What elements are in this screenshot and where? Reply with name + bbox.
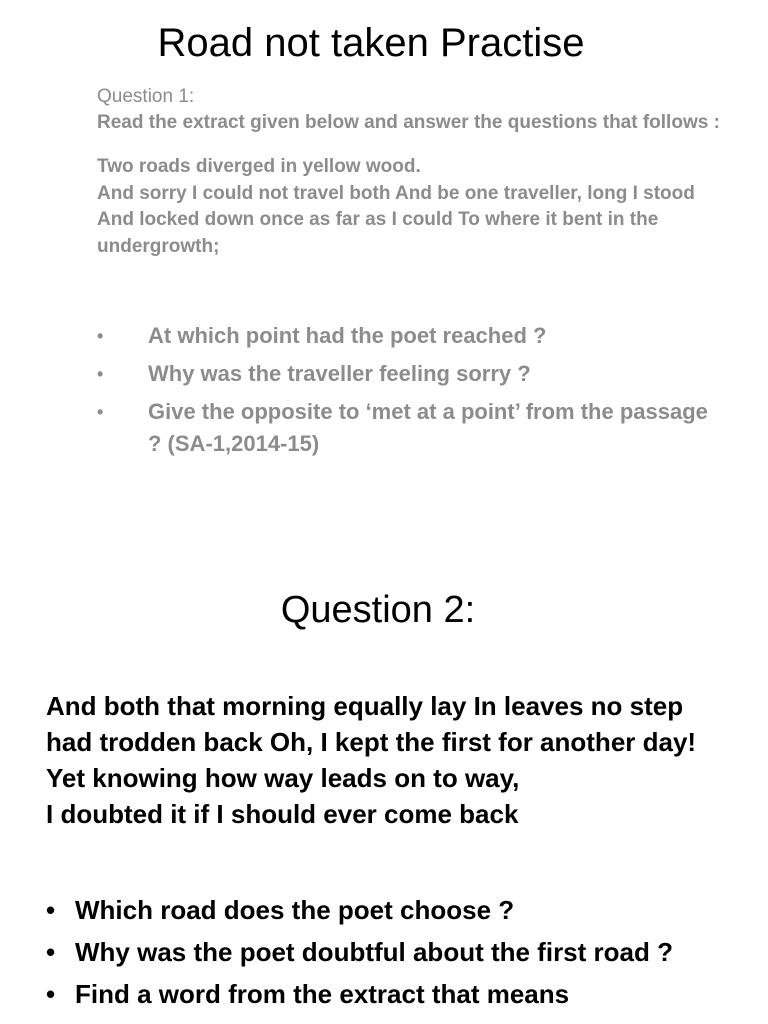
list-item [46, 935, 746, 969]
extract-line: Two roads diverged in yellow wood. [97, 156, 421, 177]
bullet-icon: • [97, 364, 104, 384]
question-2-label: Question 2: [280, 589, 476, 631]
question-text: Why was the traveller feeling sorry ? [148, 361, 531, 386]
question-1-list [97, 320, 717, 466]
extract-line: And locked down once as far as I could To where it bent in the [97, 209, 659, 230]
extract-line: And sorry I could not travel both And be one traveller, long I stood [97, 182, 695, 204]
extract-line: Yet knowing how way leads on to way, [46, 763, 520, 793]
bullet-icon: • [97, 326, 104, 346]
page-title: Road not taken Practise [157, 21, 585, 65]
question-1-instruction: Read the extract given below and answer the questions that follows : [97, 112, 720, 133]
bullet-icon: • [97, 402, 104, 422]
extract-line: I doubted it if I should ever come back [46, 799, 519, 829]
question-text: At which point had the poet reached ? [148, 323, 547, 348]
question-1-extract [97, 154, 737, 260]
question-text: Why was the poet doubtful about the first road ? [75, 937, 673, 967]
bullet-icon: • [46, 979, 56, 1009]
question-1-label: Question 1: [97, 86, 195, 107]
extract-line: had trodden back Oh, I kept the first for another day! [46, 727, 697, 757]
list-item [97, 320, 717, 352]
question-text: Find a word from the extract that means [75, 979, 570, 1009]
list-item [46, 977, 746, 1011]
list-item [46, 893, 746, 927]
question-2-list [46, 893, 746, 1019]
question-2-extract [46, 688, 746, 832]
bullet-icon: • [46, 937, 56, 967]
extract-line: undergrowth; [97, 235, 220, 257]
list-item [97, 396, 717, 460]
question-text: Which road does the poet choose ? [75, 895, 515, 925]
extract-line: And both that morning equally lay In leaves no step [46, 691, 684, 721]
question-1-section [97, 84, 737, 260]
list-item [97, 358, 717, 390]
question-text: Give the opposite to ‘met at a point’ from the passage ? (SA-1,2014-15) [148, 399, 708, 456]
bullet-icon: • [46, 895, 56, 925]
